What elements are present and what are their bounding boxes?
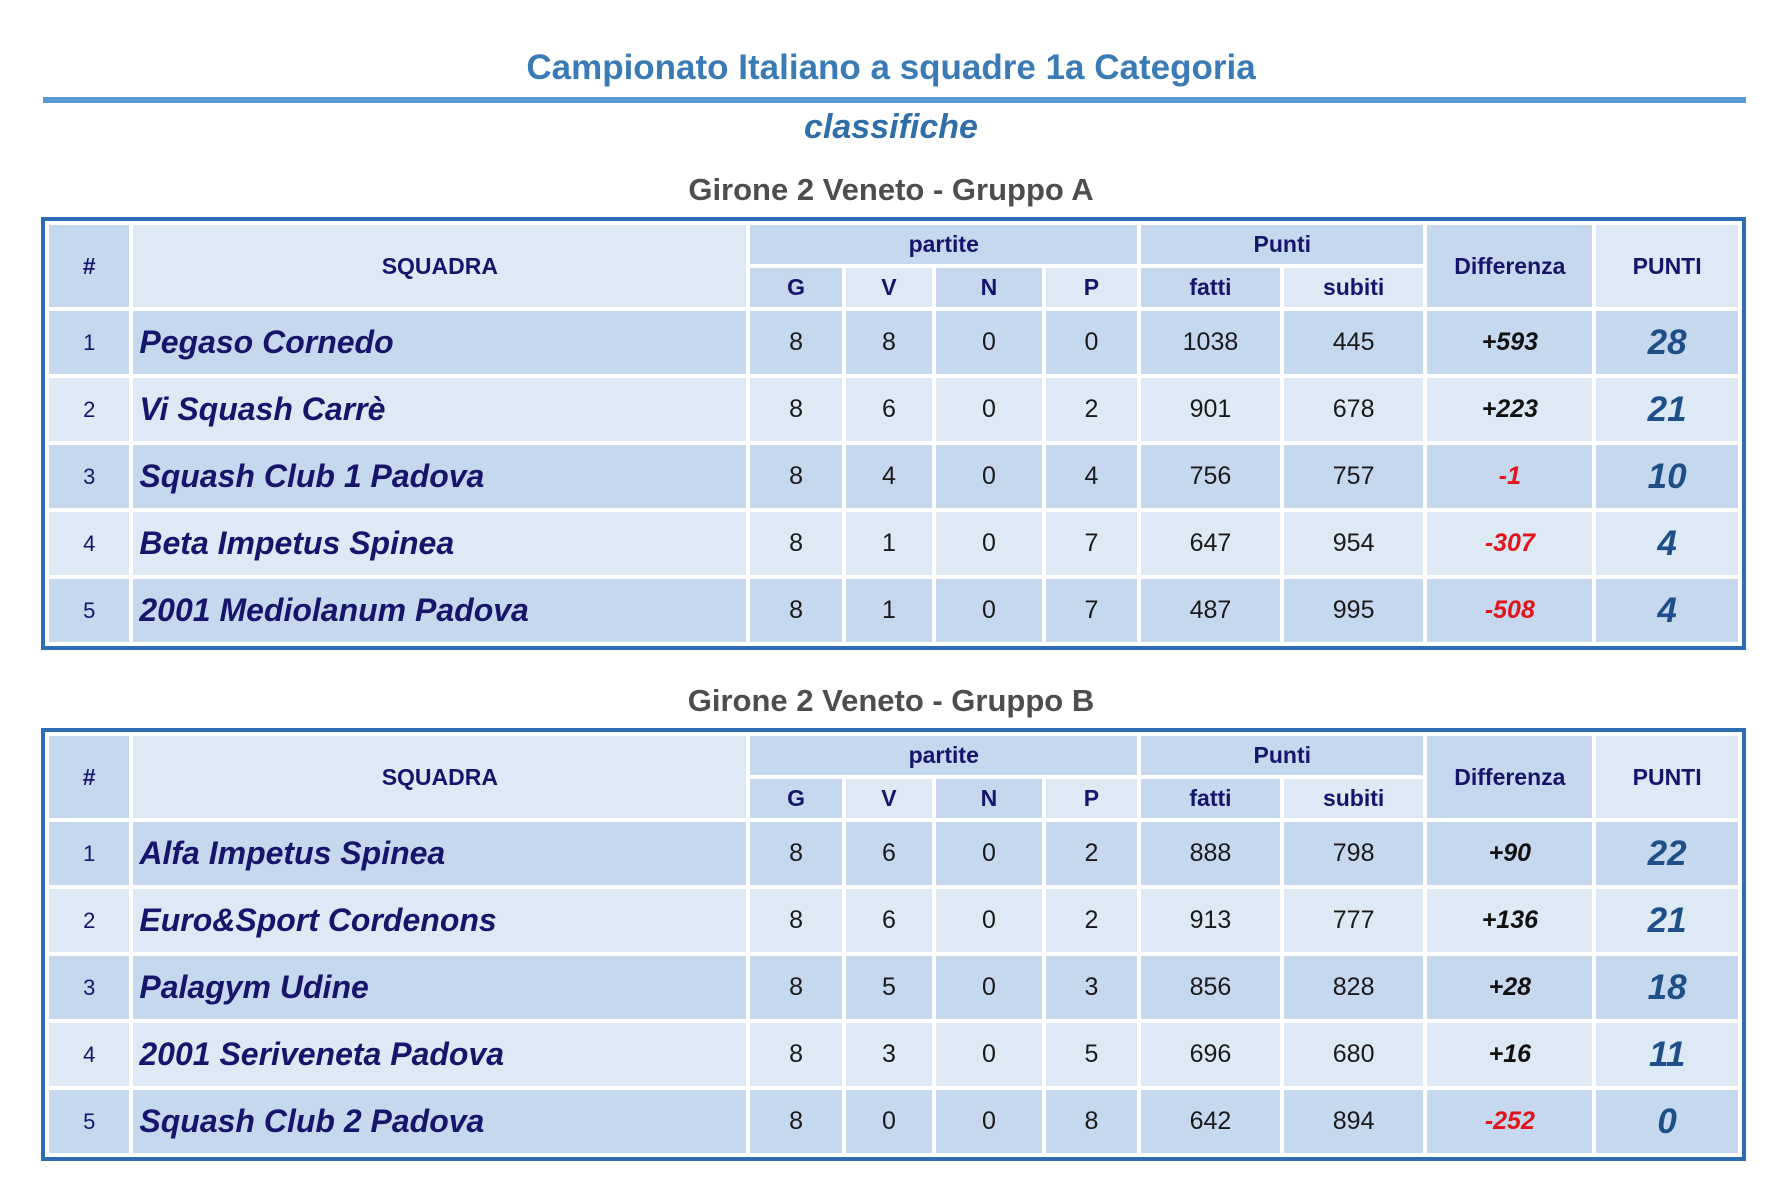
header-team: SQUADRA [133, 736, 746, 818]
row-position: 2 [49, 378, 129, 441]
row-conceded: 445 [1284, 311, 1424, 374]
header-conceded: subiti [1284, 268, 1424, 307]
row-difference: -252 [1427, 1090, 1592, 1153]
row-conceded: 777 [1284, 889, 1424, 952]
row-scored: 696 [1141, 1023, 1280, 1086]
row-scored: 901 [1141, 378, 1280, 441]
row-scored: 888 [1141, 822, 1280, 885]
row-difference: -508 [1427, 579, 1592, 642]
row-lost: 2 [1046, 889, 1137, 952]
row-played: 8 [750, 889, 841, 952]
row-drawn: 0 [936, 822, 1042, 885]
row-played: 8 [750, 311, 841, 374]
row-points: 18 [1596, 956, 1738, 1019]
row-difference: +90 [1427, 822, 1592, 885]
row-team: Euro&Sport Cordenons [133, 889, 746, 952]
table-row [49, 378, 1738, 441]
row-conceded: 798 [1284, 822, 1424, 885]
row-scored: 913 [1141, 889, 1280, 952]
row-conceded: 828 [1284, 956, 1424, 1019]
row-points: 4 [1596, 579, 1738, 642]
row-points: 11 [1596, 1023, 1738, 1086]
header-matches: partite [750, 736, 1137, 775]
header-total-points: PUNTI [1596, 736, 1738, 818]
row-team: Alfa Impetus Spinea [133, 822, 746, 885]
table-row [49, 512, 1738, 575]
row-position: 1 [49, 311, 129, 374]
page-title: Campionato Italiano a squadre 1a Categoria [526, 48, 1256, 87]
header-conceded: subiti [1284, 779, 1424, 818]
row-scored: 487 [1141, 579, 1280, 642]
header-lost: P [1046, 268, 1137, 307]
row-scored: 756 [1141, 445, 1280, 508]
table-row [49, 956, 1738, 1019]
row-drawn: 0 [936, 311, 1042, 374]
table-row [49, 1090, 1738, 1153]
table-row [49, 311, 1738, 374]
header-difference: Differenza [1427, 736, 1592, 818]
row-team: 2001 Mediolanum Padova [133, 579, 746, 642]
row-scored: 856 [1141, 956, 1280, 1019]
table-row [49, 822, 1738, 885]
header-total-points: PUNTI [1596, 225, 1738, 307]
row-won: 4 [846, 445, 932, 508]
row-team: Squash Club 1 Padova [133, 445, 746, 508]
row-position: 3 [49, 445, 129, 508]
row-won: 6 [846, 889, 932, 952]
row-drawn: 0 [936, 512, 1042, 575]
table-row [49, 579, 1738, 642]
row-won: 6 [846, 822, 932, 885]
row-lost: 2 [1046, 822, 1137, 885]
header-scored: fatti [1141, 268, 1280, 307]
row-position: 1 [49, 822, 129, 885]
row-lost: 7 [1046, 512, 1137, 575]
header-won: V [846, 779, 932, 818]
row-points: 28 [1596, 311, 1738, 374]
row-lost: 4 [1046, 445, 1137, 508]
row-difference: +223 [1427, 378, 1592, 441]
row-position: 3 [49, 956, 129, 1019]
row-lost: 0 [1046, 311, 1137, 374]
header-scored: fatti [1141, 779, 1280, 818]
row-team: Squash Club 2 Padova [133, 1090, 746, 1153]
row-played: 8 [750, 1023, 841, 1086]
row-played: 8 [750, 956, 841, 1019]
row-points: 21 [1596, 378, 1738, 441]
row-points: 21 [1596, 889, 1738, 952]
row-conceded: 995 [1284, 579, 1424, 642]
header-lost: P [1046, 779, 1137, 818]
header-points-group: Punti [1141, 225, 1423, 264]
row-played: 8 [750, 378, 841, 441]
row-drawn: 0 [936, 889, 1042, 952]
row-won: 5 [846, 956, 932, 1019]
row-difference: +16 [1427, 1023, 1592, 1086]
header-matches: partite [750, 225, 1137, 264]
row-drawn: 0 [936, 445, 1042, 508]
row-difference: +136 [1427, 889, 1592, 952]
row-conceded: 954 [1284, 512, 1424, 575]
row-conceded: 757 [1284, 445, 1424, 508]
table-row [49, 445, 1738, 508]
row-scored: 642 [1141, 1090, 1280, 1153]
row-drawn: 0 [936, 579, 1042, 642]
page-subtitle: classifiche [804, 108, 978, 146]
row-points: 0 [1596, 1090, 1738, 1153]
row-team: 2001 Seriveneta Padova [133, 1023, 746, 1086]
row-won: 3 [846, 1023, 932, 1086]
row-difference: +28 [1427, 956, 1592, 1019]
row-position: 5 [49, 1090, 129, 1153]
row-points: 22 [1596, 822, 1738, 885]
row-team: Pegaso Cornedo [133, 311, 746, 374]
row-position: 4 [49, 1023, 129, 1086]
table-row [49, 1023, 1738, 1086]
row-difference: -1 [1427, 445, 1592, 508]
row-position: 5 [49, 579, 129, 642]
group-a-title: Girone 2 Veneto - Gruppo A [688, 172, 1094, 207]
row-won: 1 [846, 512, 932, 575]
row-played: 8 [750, 512, 841, 575]
row-lost: 2 [1046, 378, 1137, 441]
group-b-table [41, 728, 1746, 1161]
row-team: Beta Impetus Spinea [133, 512, 746, 575]
row-drawn: 0 [936, 378, 1042, 441]
header-played: G [750, 779, 841, 818]
row-difference: +593 [1427, 311, 1592, 374]
row-team: Vi Squash Carrè [133, 378, 746, 441]
header-position: # [49, 736, 129, 818]
row-drawn: 0 [936, 956, 1042, 1019]
header-position: # [49, 225, 129, 307]
row-won: 1 [846, 579, 932, 642]
row-played: 8 [750, 445, 841, 508]
row-played: 8 [750, 822, 841, 885]
header-played: G [750, 268, 841, 307]
header-won: V [846, 268, 932, 307]
row-scored: 647 [1141, 512, 1280, 575]
row-points: 10 [1596, 445, 1738, 508]
table-row [49, 889, 1738, 952]
row-drawn: 0 [936, 1023, 1042, 1086]
row-points: 4 [1596, 512, 1738, 575]
row-conceded: 680 [1284, 1023, 1424, 1086]
header-difference: Differenza [1427, 225, 1592, 307]
header-points-group: Punti [1141, 736, 1423, 775]
row-lost: 5 [1046, 1023, 1137, 1086]
row-conceded: 894 [1284, 1090, 1424, 1153]
title-divider [43, 97, 1746, 103]
row-drawn: 0 [936, 1090, 1042, 1153]
header-drawn: N [936, 268, 1042, 307]
row-played: 8 [750, 1090, 841, 1153]
row-lost: 8 [1046, 1090, 1137, 1153]
row-won: 0 [846, 1090, 932, 1153]
row-conceded: 678 [1284, 378, 1424, 441]
row-scored: 1038 [1141, 311, 1280, 374]
row-played: 8 [750, 579, 841, 642]
row-position: 2 [49, 889, 129, 952]
header-drawn: N [936, 779, 1042, 818]
row-lost: 7 [1046, 579, 1137, 642]
group-b-title: Girone 2 Veneto - Gruppo B [687, 683, 1095, 718]
row-team: Palagym Udine [133, 956, 746, 1019]
row-difference: -307 [1427, 512, 1592, 575]
row-won: 8 [846, 311, 932, 374]
group-a-table [41, 217, 1746, 650]
row-lost: 3 [1046, 956, 1137, 1019]
row-position: 4 [49, 512, 129, 575]
header-team: SQUADRA [133, 225, 746, 307]
row-won: 6 [846, 378, 932, 441]
